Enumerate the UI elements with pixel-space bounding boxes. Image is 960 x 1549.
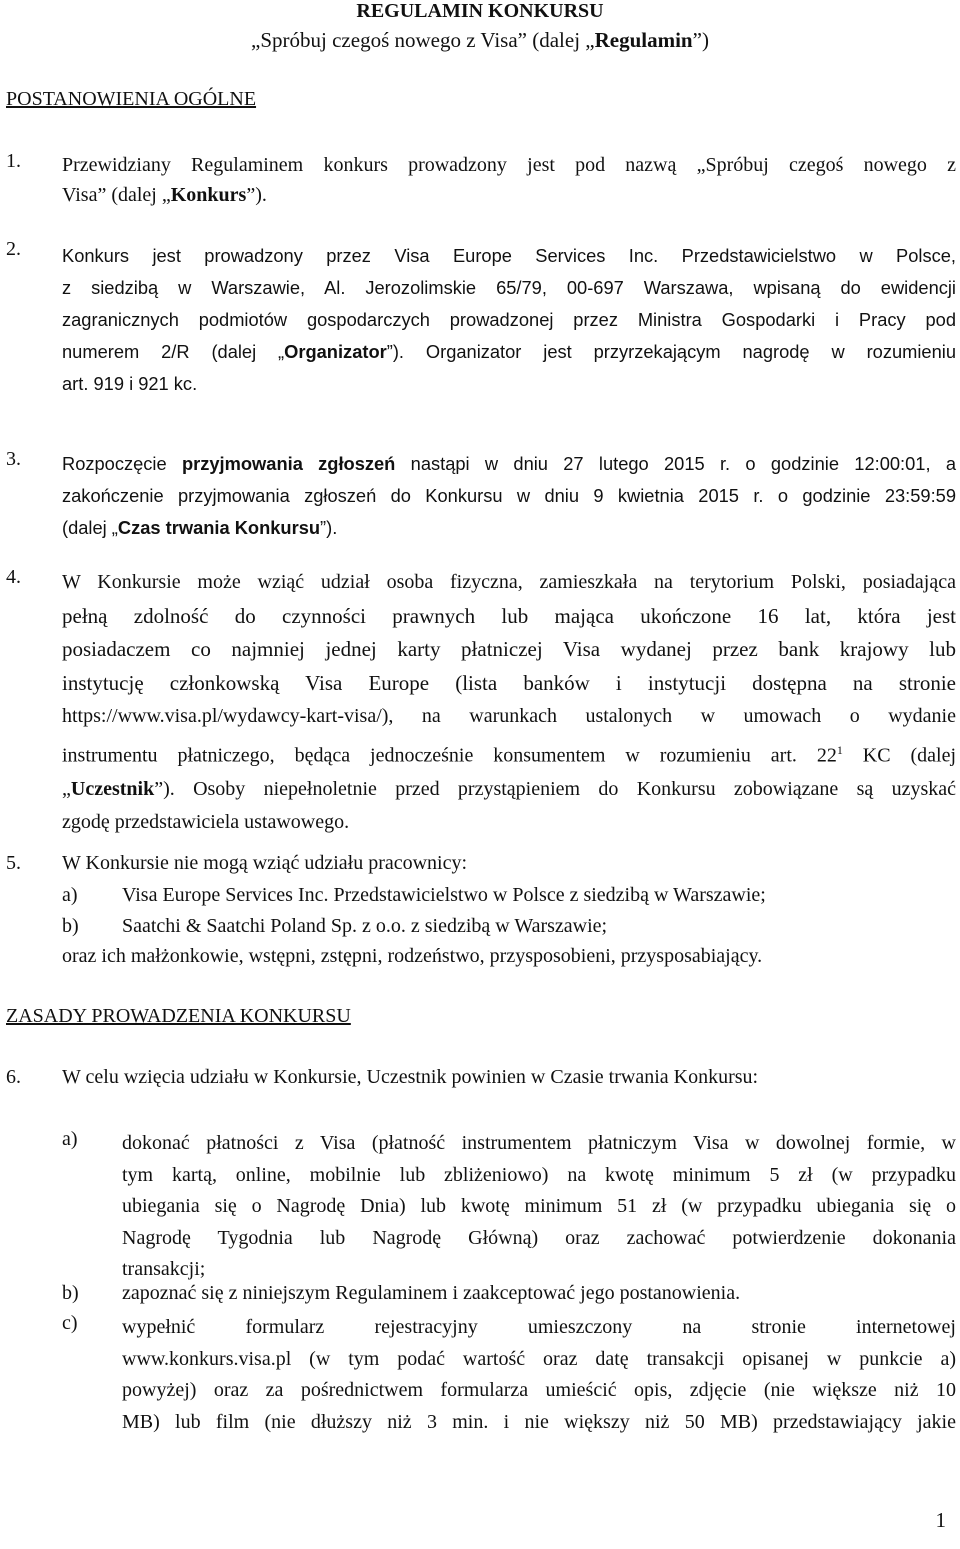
paragraph-4: W Konkursie może wziąć udział osoba fizyczna, zamieszkała na terytorium Polski, posiadająca pełną zdolność do czynności prawnych lub mająca ukończone 16 lat, która jest posiadaczem co najmniej jednej karty płatniczej Visa wydanej przez bank krajowy lub instytucję członkowską Visa Europe (lista banków i instytucji dostępna na stronie https://www.visa.pl/wydawcy-kart-visa/), na warunkach ustalonych w umowach o wydanie instrumentu płatniczego, będąca jednocześnie konsumentem w rozumieniu art. $22^1$ KC (dalej „Uczestnik”). Osoby niepełnoletnie przed przystąpieniem do Konkursu zobowiązane są uzyskać zgodę przedstawiciela ustawowego.	[62, 571, 957, 834]
list-item: Visa Europe Services Inc. Przedstawicielstwo w Polsce z siedzibą w Warszawie;	[122, 884, 766, 906]
list-item: wypełnić formularz rejestracyjny umieszczony na stronie internetowej www.konkurs.visa.pl (w tym podać wartość oraz datę transakcji opisanej w punkcie a) powyżej) oraz za pośrednictwem formularza umieścić opis, zdjęcie (nie większe niż 10 MB) lub film (nie dłuższy niż 3 min. i nie większy niż 50 MB) przedstawiający jakie	[122, 1316, 956, 1433]
list-label: b)	[62, 1282, 79, 1304]
list-item: zapoznać się z niniejszym Regulaminem i zaakceptować jego postanowienia.	[122, 1282, 741, 1304]
paragraph-5-outro: oraz ich małżonkowie, wstępni, zstępni, rodzeństwo, przysposobieni, przysposabiający.	[62, 945, 763, 967]
list-label: c)	[62, 1312, 78, 1334]
paragraph-number: 1.	[6, 150, 21, 172]
document-subtitle: „Spróbuj czegoś nowego z Visa” (dalej „Regulamin”)	[251, 28, 709, 52]
section-heading-rules: ZASADY PROWADZENIA KONKURSU	[6, 1005, 351, 1027]
list-label: b)	[62, 915, 79, 937]
page-number: 1	[935, 1508, 946, 1532]
paragraph-number: 5.	[6, 852, 21, 874]
paragraph-number: 2.	[6, 238, 21, 260]
list-label: a)	[62, 884, 78, 906]
section-heading-general: POSTANOWIENIA OGÓLNE	[6, 88, 257, 110]
paragraph-3: Rozpoczęcie przyjmowania zgłoszeń nastąpi w dniu 27 lutego 2015 r. o godzinie 12:00:01, a zakończenie przyjmowania zgłoszeń do Konkursu w dniu 9 kwietnia 2015 r. o godzinie 23:59:59 (dalej „Czas trwania Konkursu”).	[62, 453, 956, 538]
paragraph-number: 3.	[6, 448, 21, 470]
paragraph-number: 4.	[6, 566, 21, 588]
document-title: REGULAMIN KONKURSU	[356, 0, 604, 22]
list-item: Saatchi & Saatchi Poland Sp. z o.o. z siedzibą w Warszawie;	[122, 915, 608, 937]
list-label: a)	[62, 1128, 78, 1150]
list-item: dokonać płatności z Visa (płatność instrumentem płatniczym Visa w dowolnej formie, w tym kartą, online, mobilnie lub zbliżeniowo) na kwotę minimum 5 zł (w przypadku ubiegania się o Nagrodę Dnia) lub kwotę minimum 51 zł (w przypadku ubiegania się o Nagrodę Tygodnia lub Nagrodę Główną) oraz zachować potwierdzenie dokonania transakcji;	[122, 1132, 956, 1280]
paragraph-6-intro: W celu wzięcia udziału w Konkursie, Uczestnik powinien w Czasie trwania Konkursu:	[62, 1066, 759, 1088]
paragraph-5-intro: W Konkursie nie mogą wziąć udziału pracownicy:	[62, 852, 468, 874]
paragraph-number: 6.	[6, 1066, 21, 1088]
paragraph-1: Przewidziany Regulaminem konkurs prowadzony jest pod nazwą „Spróbuj czegoś nowego z Visa” (dalej „Konkurs”).	[62, 154, 956, 206]
paragraph-2: Konkurs jest prowadzony przez Visa Europe Services Inc. Przedstawicielstwo w Polsce, z siedzibą w Warszawie, Al. Jerozolimskie 65/79, 00-697 Warszawa, wpisaną do ewidencji zagranicznych podmiotów gospodarczych prowadzonej przez Ministra Gospodarki i Pracy pod numerem 2/R (dalej „Organizator”). Organizator jest przyrzekającym nagrodę w rozumieniu art. 919 i 921 kc.	[62, 245, 956, 394]
